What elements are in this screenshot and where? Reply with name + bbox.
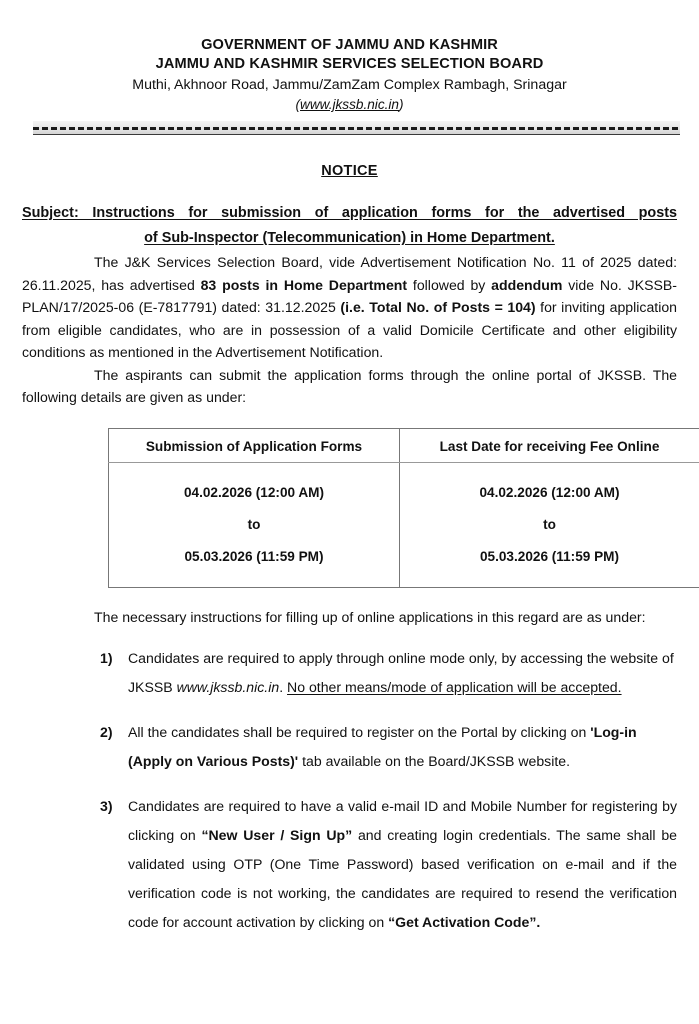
column-header-fee: Last Date for receiving Fee Online <box>400 428 699 462</box>
p1-seg3: vide No. JKSSB-PLAN/17/2025-06 (E-7817791) dated: 31.12.2025 <box>22 276 677 315</box>
list-item <box>22 792 677 937</box>
website-line <box>0 95 699 114</box>
fee-end: 05.03.2026 (11:59 PM) <box>479 548 620 564</box>
submission-to: to <box>247 516 261 532</box>
p1-seg4: for inviting application from eligible candidates, who are in possession of a valid Domicile Certificate and other eligibility conditions as mentioned in the Advertisement Notification. <box>22 299 678 360</box>
p1-seg1: The J&K Services Selection Board, vide Advertisement Notification No. 11 of 2025 dated: 26.11.2025, has advertised <box>22 254 677 293</box>
paragraph-advertisement <box>22 251 677 364</box>
cell-fee-dates <box>400 462 699 587</box>
item2-login-tab-label: 'Log-in (Apply on Various Posts)' <box>128 724 637 769</box>
submission-start: 04.02.2026 (12:00 AM) <box>183 484 325 500</box>
item1-seg2: . <box>279 679 288 695</box>
fee-to: to <box>543 516 556 532</box>
list-item-number: 2) <box>100 724 113 740</box>
paragraph-instructions-intro: The necessary instructions for filling up of online applications in this regard are as under: <box>94 608 646 625</box>
fee-start: 04.02.2026 (12:00 AM) <box>479 484 620 500</box>
dates-table-body <box>109 462 699 587</box>
p1-seg2: followed by <box>407 276 492 293</box>
item1-website-url[interactable]: www.jkssb.nic.in <box>176 679 280 695</box>
table-header-row <box>109 428 699 462</box>
list-item-number: 1) <box>100 650 113 666</box>
item1-underlined-note: No other means/mode of application will be accepted. <box>287 679 622 695</box>
item3-seg1: Candidates are required to have a valid e-mail ID and Mobile Number for registering by clicking on <box>128 798 677 843</box>
subject-line-2: of Sub-Inspector (Telecommunication) in Home Department. <box>144 230 555 246</box>
separator-rule <box>33 134 680 135</box>
notice-heading: NOTICE <box>321 163 378 179</box>
office-address: Muthi, Akhnoor Road, Jammu/ZamZam Complex Rambagh, Srinagar <box>132 77 567 93</box>
paragraph-aspirants: The aspirants can submit the application forms through the online portal of JKSSB. The following details are given as under: <box>22 366 677 405</box>
document-body <box>0 163 699 937</box>
p1-bold-total-posts: (i.e. Total No. of Posts = 104) <box>340 299 536 315</box>
dates-table-wrapper <box>22 428 677 588</box>
board-title: JAMMU AND KASHMIR SERVICES SELECTION BOARD <box>155 56 544 72</box>
cell-submission-dates <box>109 462 400 587</box>
item2-seg2: tab available on the Board/JKSSB website. <box>298 753 571 769</box>
submission-end: 05.03.2026 (11:59 PM) <box>184 548 324 564</box>
header-separator <box>0 121 699 137</box>
list-item-number: 3) <box>100 798 113 814</box>
list-item <box>22 718 677 776</box>
p1-bold-addendum: addendum <box>491 276 563 293</box>
separator-dashed-line <box>33 127 680 130</box>
subject-line-1: Subject: Instructions for submission of application forms for the advertised posts <box>22 205 677 221</box>
subject-block <box>22 201 677 251</box>
government-title: GOVERNMENT OF JAMMU AND KASHMIR <box>201 37 498 53</box>
dates-table <box>108 428 699 588</box>
item2-seg1: All the candidates shall be required to register on the Portal by clicking on <box>128 724 591 740</box>
item3-signup-label: “New User / Sign Up” <box>201 827 353 843</box>
paren-close: ) <box>398 97 404 112</box>
column-header-submission: Submission of Application Forms <box>109 428 400 462</box>
item3-seg2: and creating login credentials. The same shall be validated using OTP (One Time Password) based verification on e-mail and if the verification code is not working, the candidates are required to resend the verification code for account activation by clicking on <box>128 827 677 930</box>
dates-table-head <box>109 428 699 462</box>
document-header <box>0 0 699 114</box>
instructions-list <box>22 644 677 937</box>
list-item <box>22 644 677 702</box>
paren-open: ( <box>295 97 301 112</box>
item1-seg1: Candidates are required to apply through online mode only, by accessing the website of JKSSB <box>128 650 674 695</box>
item3-activation-code-label: “Get Activation Code”. <box>388 914 541 930</box>
p1-bold-posts: 83 posts in Home Department <box>200 276 408 293</box>
table-row <box>109 462 699 587</box>
website-url[interactable]: www.jkssb.nic.in <box>300 97 399 112</box>
